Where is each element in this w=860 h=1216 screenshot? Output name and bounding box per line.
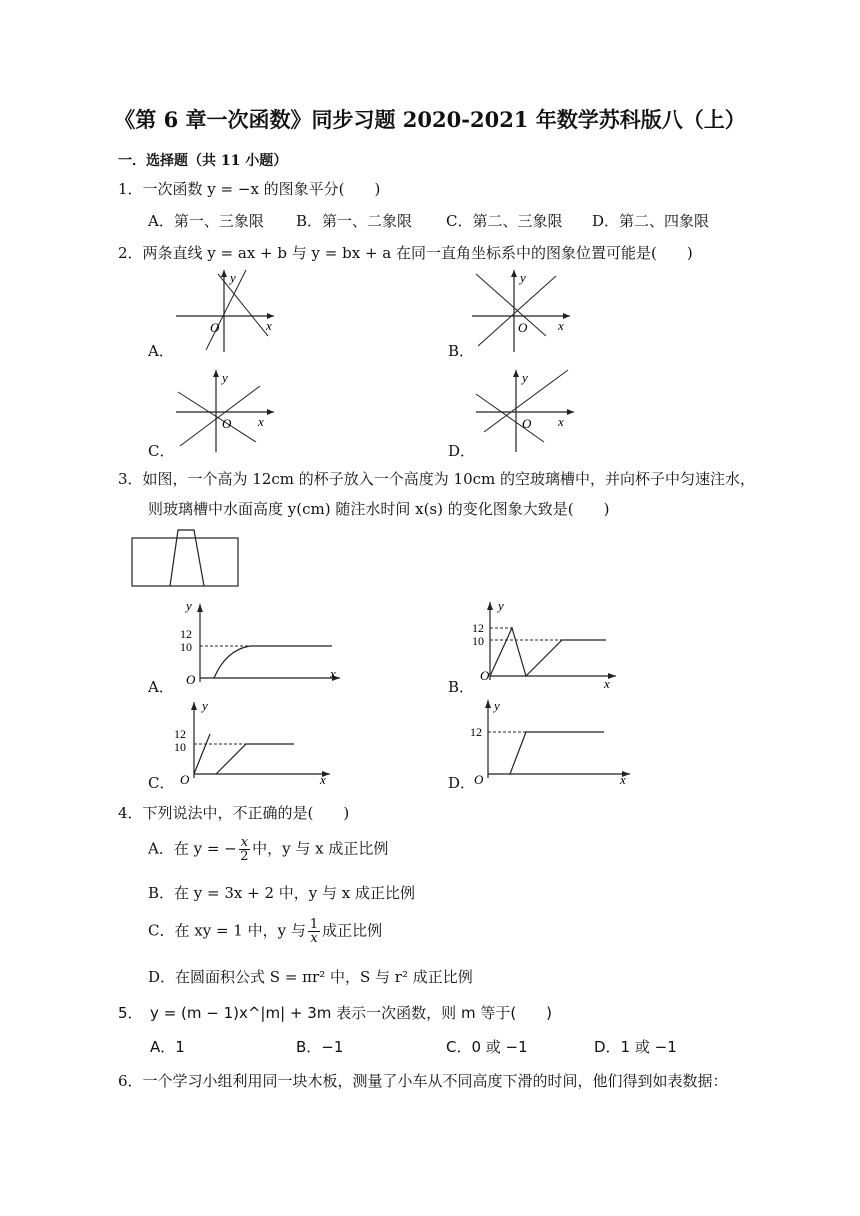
x-axis-label: x	[258, 414, 264, 429]
x-axis-label: x	[330, 666, 336, 681]
question-3-graph-c	[170, 696, 336, 788]
question-3-line-1: 3．如图，一个高为 12cm 的杯子放入一个高度为 10cm 的空玻璃槽中，并向杯子中匀速注水，	[118, 470, 756, 488]
tick-label-10: 10	[180, 640, 192, 654]
question-3-label-b: B．	[448, 678, 475, 696]
origin-label: O	[210, 320, 220, 335]
tick-label-12: 12	[470, 725, 482, 739]
question-2-label-b: B．	[448, 342, 475, 360]
question-1-stem: 1．一次函数 y = −x 的图象平分( )	[118, 180, 381, 198]
question-2-graph-a	[170, 266, 280, 356]
glass-tank-figure	[130, 528, 242, 590]
tick-label-12: 12	[180, 627, 192, 641]
origin-label: O	[518, 320, 528, 335]
option-c-suffix: 成正比例	[322, 921, 383, 940]
question-2-label-a: A．	[148, 342, 174, 360]
x-axis-label: x	[558, 318, 564, 333]
question-2-graph-d	[470, 366, 580, 456]
tick-label-10: 10	[472, 634, 484, 648]
question-3-label-d: D．	[448, 774, 476, 792]
question-5-option-b: B．−1	[296, 1038, 344, 1056]
origin-label: O	[180, 772, 190, 787]
question-4-option-a	[148, 836, 388, 863]
tick-label-12: 12	[174, 727, 186, 741]
question-3-line-2: 则玻璃槽中水面高度 y(cm) 随注水时间 x(s) 的变化图象大致是( )	[148, 500, 610, 518]
y-axis-label: y	[222, 370, 228, 385]
x-axis-label: x	[558, 414, 564, 429]
question-4-stem: 4．下列说法中，不正确的是( )	[118, 804, 350, 822]
question-6-stem: 6．一个学习小组利用同一块木板，测量了小车从不同高度下滑的时间，他们得到如表数据：	[118, 1072, 728, 1090]
origin-label: O	[222, 416, 232, 431]
question-2-graph-b	[466, 266, 576, 356]
question-2-graph-c	[170, 366, 280, 456]
y-axis-label: y	[202, 698, 208, 713]
origin-label: O	[474, 772, 484, 787]
y-axis-label: y	[522, 370, 528, 385]
question-4-option-d: D．在圆面积公式 S = πr² 中，S 与 r² 成正比例	[148, 968, 473, 986]
question-4-option-b: B．在 y = 3x + 2 中，y 与 x 成正比例	[148, 884, 416, 902]
x-axis-label: x	[620, 772, 626, 787]
x-axis-label: x	[604, 676, 610, 690]
x-axis-label: x	[320, 772, 326, 787]
origin-label: O	[480, 668, 490, 683]
y-axis-label: y	[186, 598, 192, 613]
question-1-option-b: B．第一、二象限	[296, 212, 413, 230]
question-5-option-c: C．0 或 −1	[446, 1038, 528, 1056]
option-a-fraction: $\frac{x}{2}$	[240, 835, 249, 864]
option-c-fraction: $\frac{1}{x}$	[309, 917, 319, 946]
option-a-suffix: 中，y 与 x 成正比例	[252, 839, 389, 858]
question-2-label-d: D．	[448, 442, 476, 460]
tick-label-12: 12	[472, 621, 484, 635]
question-1-option-d: D．第二、四象限	[592, 212, 710, 230]
question-3-label-c: C．	[148, 774, 175, 792]
question-2-stem: 2．两条直线 y = ax + b 与 y = bx + a 在同一直角坐标系中的图象位置可能是( )	[118, 244, 693, 262]
tick-label-10: 10	[174, 740, 186, 754]
question-1-option-c: C．第二、三象限	[446, 212, 563, 230]
y-axis-label: y	[230, 270, 236, 285]
page-title: 《第 6 章一次函数》同步习题 2020-2021 年数学苏科版八（上）	[114, 107, 746, 132]
x-axis-label: x	[266, 318, 272, 333]
option-a-prefix: A．在 y = −	[148, 839, 237, 858]
section-heading: 一．选择题（共 11 小题）	[118, 153, 288, 169]
question-3-graph-b	[470, 598, 630, 690]
question-1-option-a: A．第一、三象限	[148, 212, 264, 230]
y-axis-label: y	[494, 698, 500, 713]
origin-label: O	[186, 672, 196, 687]
y-axis-label: y	[498, 598, 504, 613]
question-3-graph-a	[170, 598, 350, 690]
y-axis-label: y	[520, 270, 526, 285]
question-3-graph-d	[470, 696, 636, 788]
question-4-option-c	[148, 918, 382, 945]
question-3-label-a: A．	[148, 678, 174, 696]
question-5-option-a: A．1	[150, 1038, 185, 1056]
question-2-label-c: C．	[148, 442, 175, 460]
origin-label: O	[522, 416, 532, 431]
question-5-stem: 5． y = (m − 1)x^|m| + 3m 表示一次函数，则 m 等于( )	[118, 1004, 553, 1022]
option-c-prefix: C．在 xy = 1 中，y 与	[148, 921, 306, 940]
question-5-option-d: D．1 或 −1	[594, 1038, 677, 1056]
